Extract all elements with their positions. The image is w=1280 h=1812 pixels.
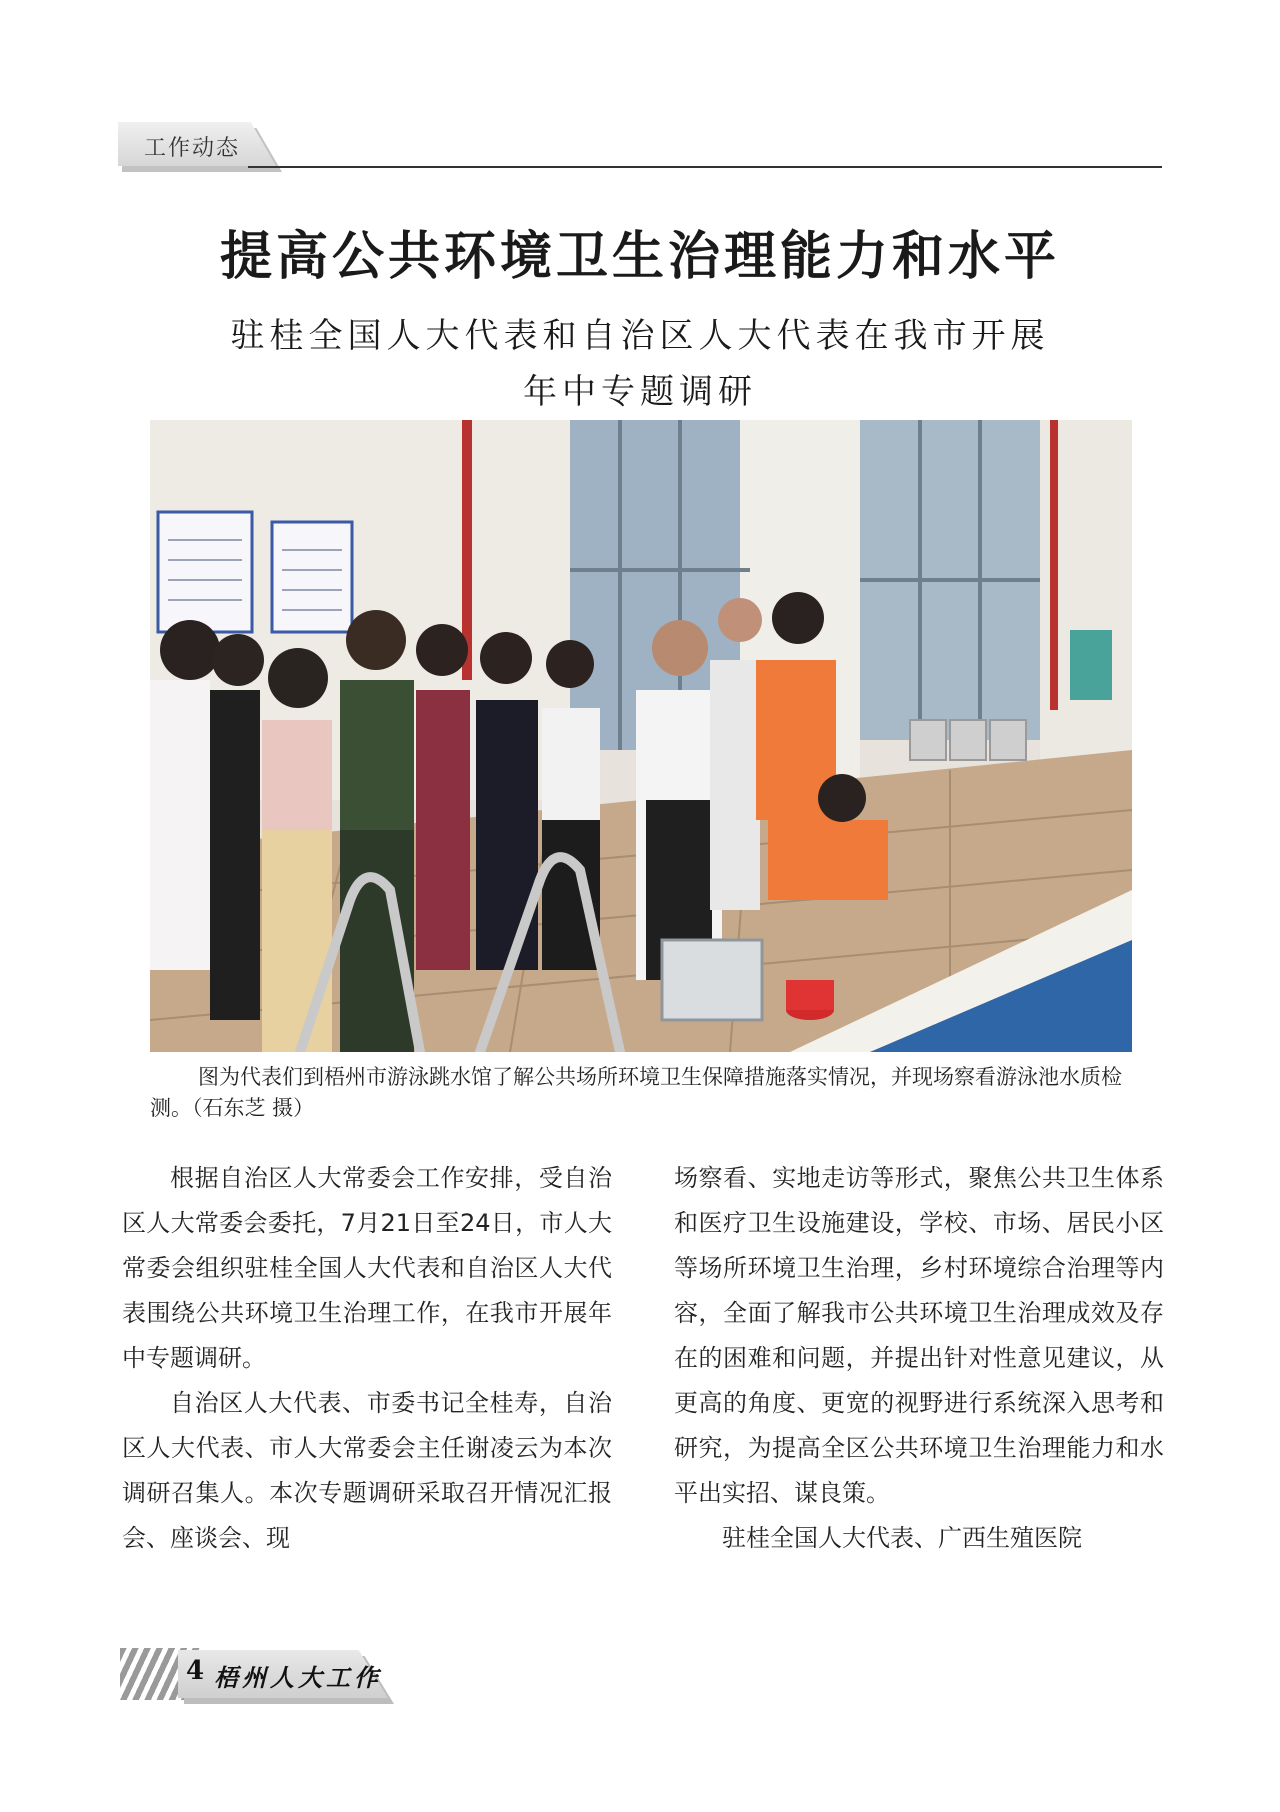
photo-caption: 图为代表们到梧州市游泳跳水馆了解公共场所环境卫生保障措施落实情况，并现场察看游泳池水质检测。（石东芝 摄）	[150, 1065, 1122, 1120]
article-subtitle-line2: 年中专题调研	[523, 372, 757, 412]
paragraph: 根据自治区人大常委会工作安排，受自治区人大常委会委托，7月21日至24日，市人大常委会组织驻桂全国人大代表和自治区人大代表围绕公共环境卫生治理工作，在我市开展年中专题调研。	[122, 1164, 612, 1372]
article-subtitle-line1: 驻桂全国人大代表和自治区人大代表在我市开展	[230, 316, 1050, 356]
article-title: 提高公共环境卫生治理能力和水平	[219, 226, 1060, 287]
header-rule	[248, 166, 1162, 168]
paragraph: 自治区人大代表、市委书记全桂寿，自治区人大代表、市人大常委会主任谢凌云为本次调研召集人。本次专题调研采取召开情况汇报会、座谈会、现	[122, 1389, 612, 1552]
pool-inspection-illustration	[150, 420, 1132, 1052]
paragraph: 场察看、实地走访等形式，聚焦公共卫生体系和医疗卫生设施建设，学校、市场、居民小区等场所环境卫生治理，乡村环境综合治理等内容，全面了解我市公共环境卫生治理成效及存在的困难和问题，并提出针对性意见建议，从更高的角度、更宽的视野进行系统深入思考和研究，为提高全区公共环境卫生治理能力和水平出实招、谋良策。	[674, 1164, 1164, 1507]
body-column-right	[674, 1156, 1164, 1561]
page-number: 4	[186, 1656, 205, 1686]
paragraph: 驻桂全国人大代表、广西生殖医院	[722, 1524, 1082, 1552]
section-label: 工作动态	[144, 136, 241, 161]
body-column-left	[122, 1156, 612, 1561]
magazine-name: 梧州人大工作	[214, 1663, 382, 1692]
news-photo	[150, 420, 1132, 1052]
